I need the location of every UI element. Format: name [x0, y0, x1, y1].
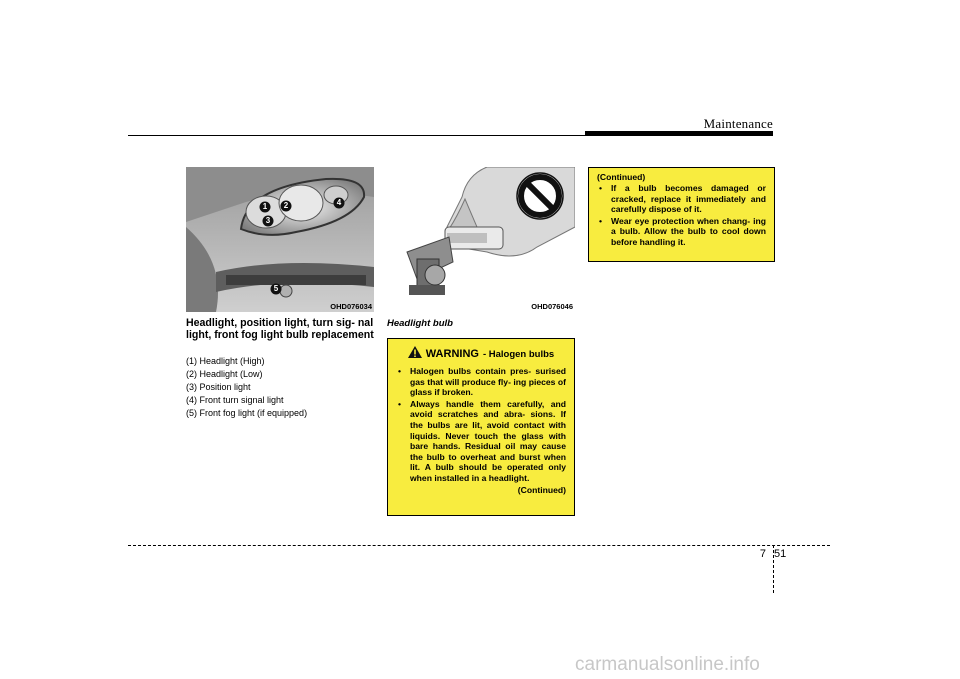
continued-box [588, 167, 775, 262]
continued-start-label: (Continued) [597, 172, 646, 182]
page-index: 51 [774, 548, 787, 560]
legend-item: (3) Position light [186, 382, 251, 392]
continued-list [597, 183, 766, 248]
page-number [746, 548, 786, 560]
callout-1-label: 1 [262, 202, 268, 211]
warning-list [396, 366, 566, 484]
continued-item: • If a bulb becomes damaged or cracked, replace it immediately and carefully dispose of it. [597, 183, 766, 215]
callout-1 [259, 201, 271, 213]
continued-item: • Wear eye protection when chang- ing a bulb. Allow the bulb to cool down before handling it. [597, 216, 766, 248]
warning-subtitle: - Halogen bulbs [482, 348, 555, 360]
footer-rule [128, 545, 830, 546]
callout-2-label: 2 [283, 201, 289, 210]
warning-label: WARNING [425, 348, 479, 360]
watermark: carmanualsonline.info [575, 654, 760, 675]
warning-item: • Always handle them carefully, and avoid scratches and abra- sions. If the bulbs are lit, avoid contact with liquids. Never touch the glass with bare hands. Residual oil may cause the bulb to overheat and burst when lit. A bulb should be operated only when installed in a headlight. [396, 399, 566, 484]
warning-item: • Halogen bulbs contain pres- surised gas that will produce fly- ing pieces of glass if broken. [396, 366, 566, 398]
warning-triangle-icon [408, 345, 422, 363]
callout-3 [262, 215, 274, 227]
header-rule-accent [585, 131, 773, 136]
callout-4 [333, 197, 345, 209]
legend-item: (5) Front fog light (if equipped) [186, 408, 308, 418]
warning-header [396, 345, 566, 363]
callout-3-label: 3 [265, 216, 271, 225]
callout-2 [280, 200, 292, 212]
headlight-photo [186, 167, 374, 312]
image-code: OHD076034 [330, 302, 372, 311]
bulb-legend [186, 355, 376, 420]
section-heading: Headlight, position light, turn sig- nal light, front fog light bulb replacement [186, 317, 374, 341]
legend-item: (1) Headlight (High) [186, 356, 265, 366]
callout-4-label: 4 [336, 198, 342, 207]
warning-box [387, 338, 575, 516]
legend-item: (4) Front turn signal light [186, 395, 284, 405]
prohibited-icon [515, 171, 565, 221]
section-title: Maintenance [703, 116, 773, 131]
callout-5-label: 5 [273, 284, 279, 293]
continued-label: (Continued) [517, 484, 566, 495]
image-code: OHD076046 [531, 302, 573, 311]
legend-item: (2) Headlight (Low) [186, 369, 263, 379]
chapter-number: 7 [759, 548, 766, 560]
callout-5 [270, 283, 282, 295]
figure-caption: Headlight bulb [387, 318, 453, 329]
bulb-photo [387, 167, 575, 312]
